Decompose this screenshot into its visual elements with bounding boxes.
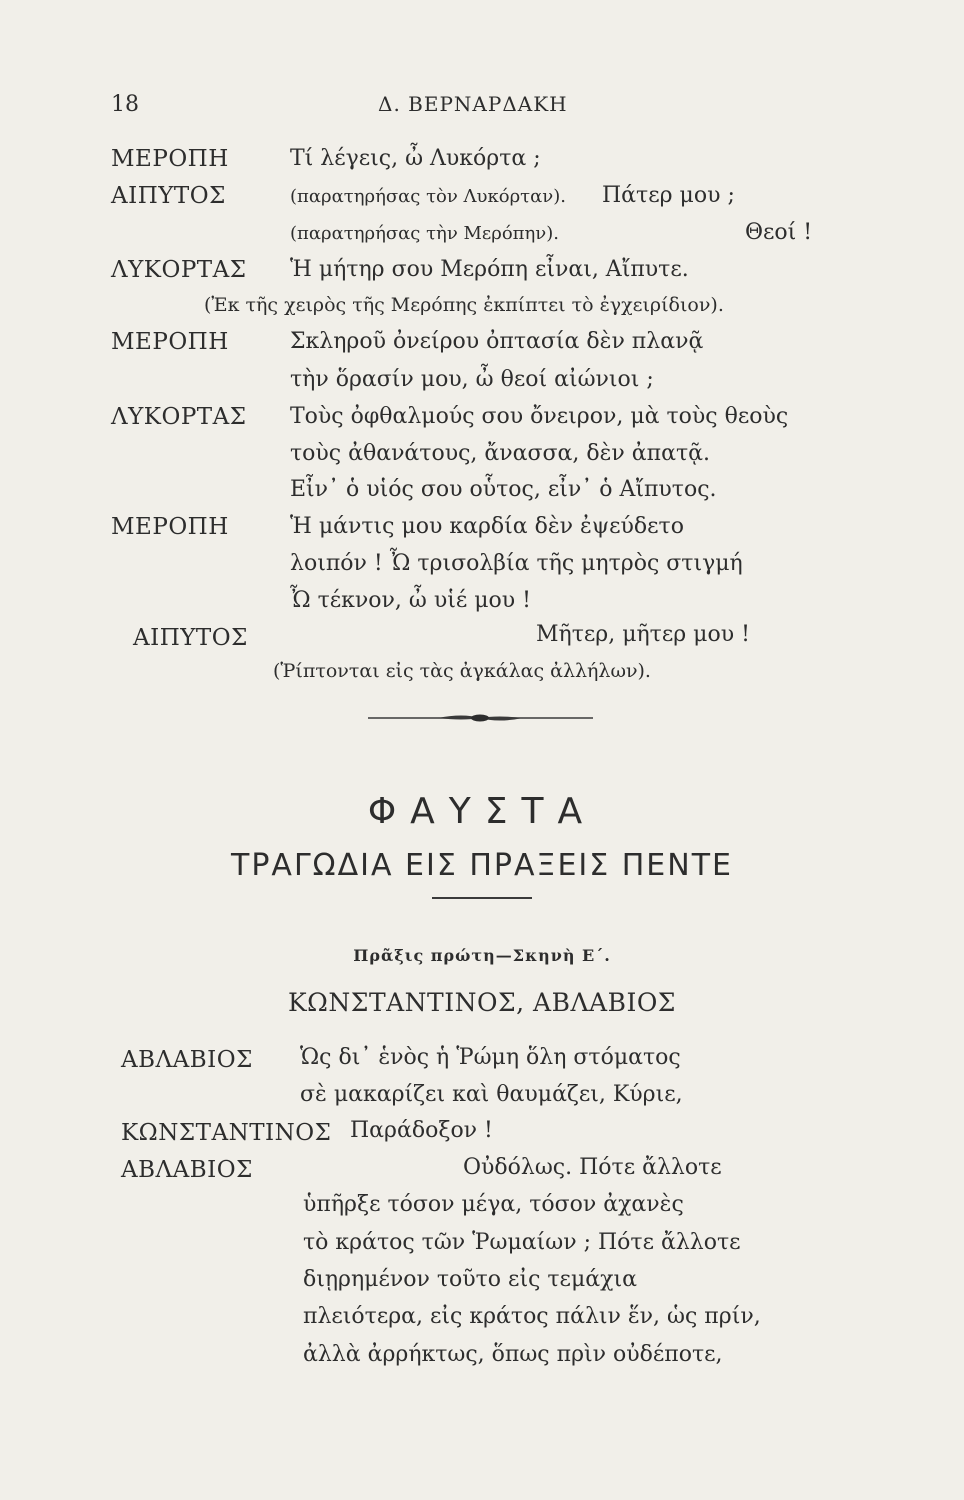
verse-line: Ὡς δι᾽ ἑνὸς ἡ Ῥώμη ὅλη στόματος xyxy=(300,1045,681,1070)
verse-line: διῃρημένον τοῦτο εἰς τεμάχια xyxy=(303,1267,637,1292)
play-subtitle: ΤΡΑΓΩΔΙΑ ΕΙΣ ΠΡΑΞΕΙΣ ΠΕΝΤΕ xyxy=(231,848,733,883)
verse-line: Ἡ μήτηρ σου Μερόπη εἶναι, Αἴπυτε. xyxy=(290,257,689,282)
verse-line: πλειότερα, εἰς κράτος πάλιν ἕν, ὡς πρίν, xyxy=(303,1304,761,1329)
verse-line: Οὐδόλως. Πότε ἄλλοτε xyxy=(463,1155,722,1180)
ornamental-divider xyxy=(368,711,593,725)
verse-line: ἀλλὰ ἀρρήκτως, ὅπως πρὶν οὐδέποτε, xyxy=(303,1342,723,1367)
verse-line: Μῆτερ, μῆτερ μου ! xyxy=(536,622,750,647)
verse-line: Τοὺς ὀφθαλμούς σου ὄνειρον, μὰ τοὺς θεοὺς xyxy=(290,404,789,429)
speaker-name: ΚΩΝΣΤΑΝΤΙΝΟΣ xyxy=(121,1120,332,1146)
speaker-name: ΑΙΠΥΤΟΣ xyxy=(111,183,226,209)
speaker-name: ΜΕΡΟΠΗ xyxy=(111,514,229,540)
verse-line: Θεοί ! xyxy=(745,220,813,245)
verse-line: Τί λέγεις, ὦ Λυκόρτα ; xyxy=(290,146,541,171)
running-title: Δ. ΒΕΡΝΑΡΔΑΚΗ xyxy=(378,92,568,116)
verse-line: Σκληροῦ ὀνείρου ὀπτασία δὲν πλανᾷ xyxy=(290,329,704,354)
stage-direction: (Ἐκ τῆς χειρὸς τῆς Μερόπης ἐκπίπτει τὸ ἐγχειρίδιον). xyxy=(204,294,724,316)
verse-line: Πάτερ μου ; xyxy=(602,183,735,208)
speaker-name: ΜΕΡΟΠΗ xyxy=(111,146,229,172)
page-number: 18 xyxy=(111,92,139,117)
verse-line: Ἡ μάντις μου καρδία δὲν ἐψεύδετο xyxy=(290,514,684,539)
play-title: ΦΑΥΣΤΑ xyxy=(367,791,597,832)
speaker-name: ΑΙΠΥΤΟΣ xyxy=(133,625,248,651)
verse-line: Εἶν᾽ ὁ υἱός σου οὗτος, εἶν᾽ ὁ Αἴπυτος. xyxy=(290,477,717,502)
stage-direction: (Ῥίπτονται εἰς τὰς ἀγκάλας ἀλλήλων). xyxy=(273,660,651,682)
speaker-name: ΜΕΡΟΠΗ xyxy=(111,329,229,355)
speaker-name: ΛΥΚΟΡΤΑΣ xyxy=(111,404,247,430)
stage-direction: (παρατηρήσας τὴν Μερόπην). xyxy=(290,223,559,244)
speaker-name: ΛΥΚΟΡΤΑΣ xyxy=(111,257,247,283)
character-list: ΚΩΝΣΤΑΝΤΙΝΟΣ, ΑΒΛΑΒΙΟΣ xyxy=(287,988,676,1017)
stage-direction: (παρατηρήσας τὸν Λυκόρταν). xyxy=(290,186,566,207)
verse-line: Ὦ τέκνον, ὦ υἱέ μου ! xyxy=(290,588,531,613)
title-rule xyxy=(432,897,532,899)
verse-line: σὲ μακαρίζει καὶ θαυμάζει, Κύριε, xyxy=(300,1082,683,1107)
verse-line: τὴν ὅρασίν μου, ὦ θεοί αἰώνιοι ; xyxy=(290,367,654,392)
verse-line: τοὺς ἀθανάτους, ἄνασσα, δὲν ἀπατᾷ. xyxy=(290,441,710,466)
verse-line: ὑπῆρξε τόσον μέγα, τόσον ἀχανὲς xyxy=(303,1192,684,1217)
speaker-name: ΑΒΛΑΒΙΟΣ xyxy=(121,1047,253,1073)
verse-line: τὸ κράτος τῶν Ῥωμαίων ; Πότε ἄλλοτε xyxy=(303,1230,741,1255)
verse-line: Παράδοξον ! xyxy=(350,1118,493,1143)
speaker-name: ΑΒΛΑΒΙΟΣ xyxy=(121,1157,253,1183)
verse-line: λοιπόν ! Ὦ τρισολβία τῆς μητρὸς στιγμή xyxy=(290,551,743,576)
act-scene-heading: Πρᾶξις πρώτη—Σκηνὴ Ε΄. xyxy=(353,946,611,965)
